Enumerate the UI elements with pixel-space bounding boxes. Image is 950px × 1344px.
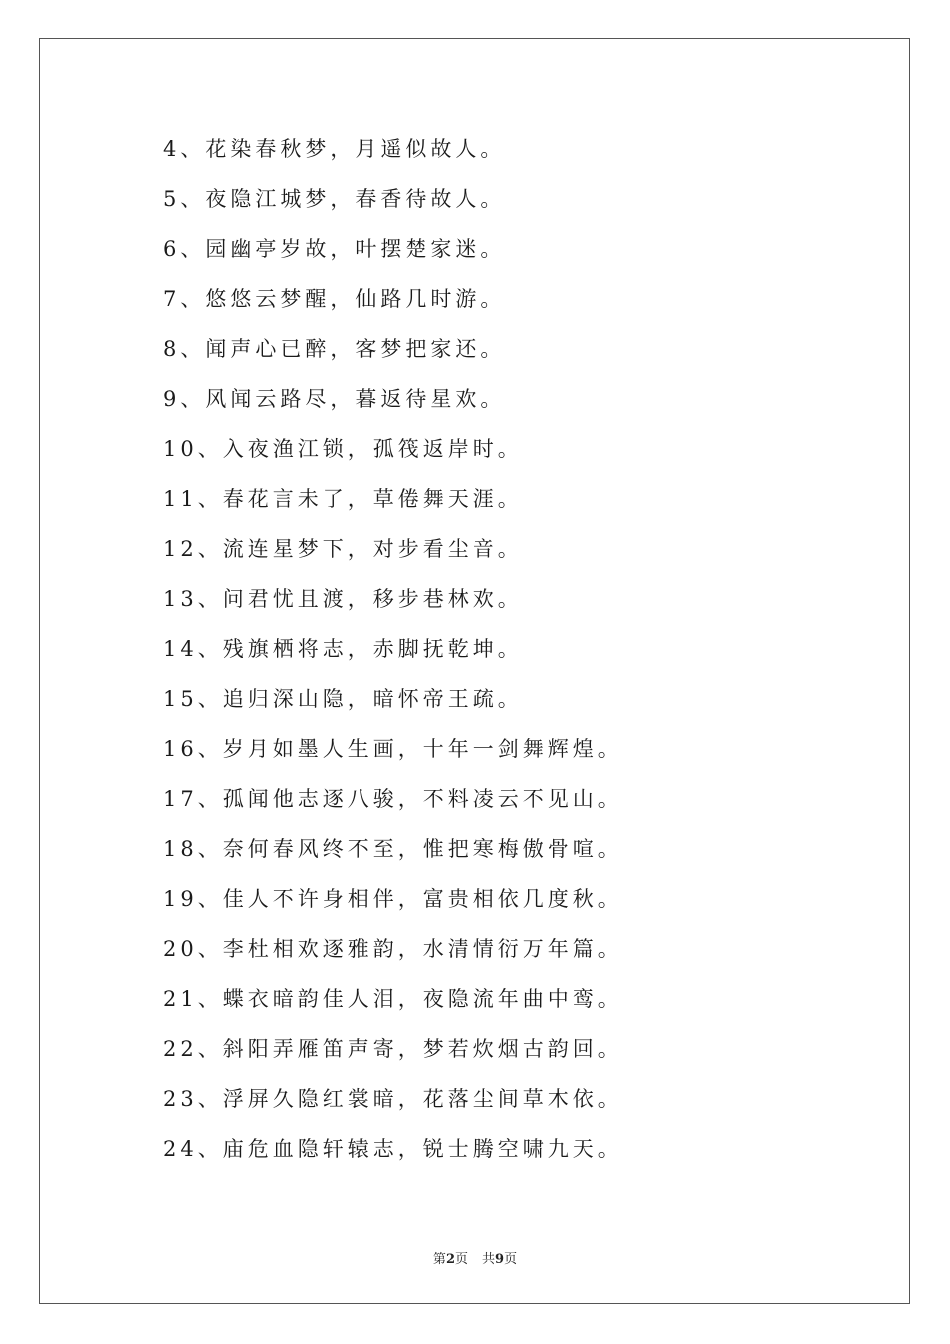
poem-line: 5、夜隐江城梦，春香待故人。 [163,187,506,211]
poem-line: 4、花染春秋梦，月遥似故人。 [163,137,506,161]
poem-line: 14、残旗栖将志，赤脚抚乾坤。 [163,637,523,661]
poem-line: 21、蝶衣暗韵佳人泪，夜隐流年曲中鸾。 [163,987,623,1011]
page-label-prefix: 第 [432,1252,446,1267]
poem-line: 13、问君忧且渡，移步巷林欢。 [163,587,523,611]
poem-line: 9、风闻云路尽，暮返待星欢。 [163,387,506,411]
poem-line: 7、悠悠云梦醒，仙路几时游。 [163,287,506,311]
poem-line: 19、佳人不许身相伴，富贵相依几度秋。 [163,887,623,911]
poem-line: 20、李杜相欢逐雅韵，水清情衍万年篇。 [163,937,623,961]
poem-line: 16、岁月如墨人生画，十年一剑舞辉煌。 [163,737,623,761]
poem-line: 18、奈何春风终不至，惟把寒梅傲骨喧。 [163,837,623,861]
poem-line: 15、追归深山隐，暗怀帝王疏。 [163,687,523,711]
page-label-suffix: 页 [454,1252,468,1267]
poem-line: 10、入夜渔江锁，孤筏返岸时。 [163,437,523,461]
page-total: 9 [495,1252,505,1267]
poem-line: 22、斜阳弄雁笛声寄，梦若炊烟古韵回。 [163,1037,623,1061]
poem-line: 17、孤闻他志逐八骏，不料凌云不见山。 [163,787,623,811]
total-label-prefix: 共 [482,1252,496,1267]
page-footer [0,1248,950,1267]
poem-line: 12、流连星梦下，对步看尘音。 [163,537,523,561]
poem-line: 24、庙危血隐轩辕志，锐士腾空啸九天。 [163,1137,623,1161]
page-border [39,38,910,1304]
poem-line: 11、春花言未了，草倦舞天涯。 [163,487,523,511]
poem-line: 8、闻声心已醉，客梦把家还。 [163,337,506,361]
page-number: 2 [445,1252,455,1267]
poem-line: 23、浮屏久隐红裳暗，花落尘间草木依。 [163,1087,623,1111]
total-label-suffix: 页 [504,1252,518,1267]
poem-line: 6、园幽亭岁故，叶摆楚家迷。 [163,237,506,261]
